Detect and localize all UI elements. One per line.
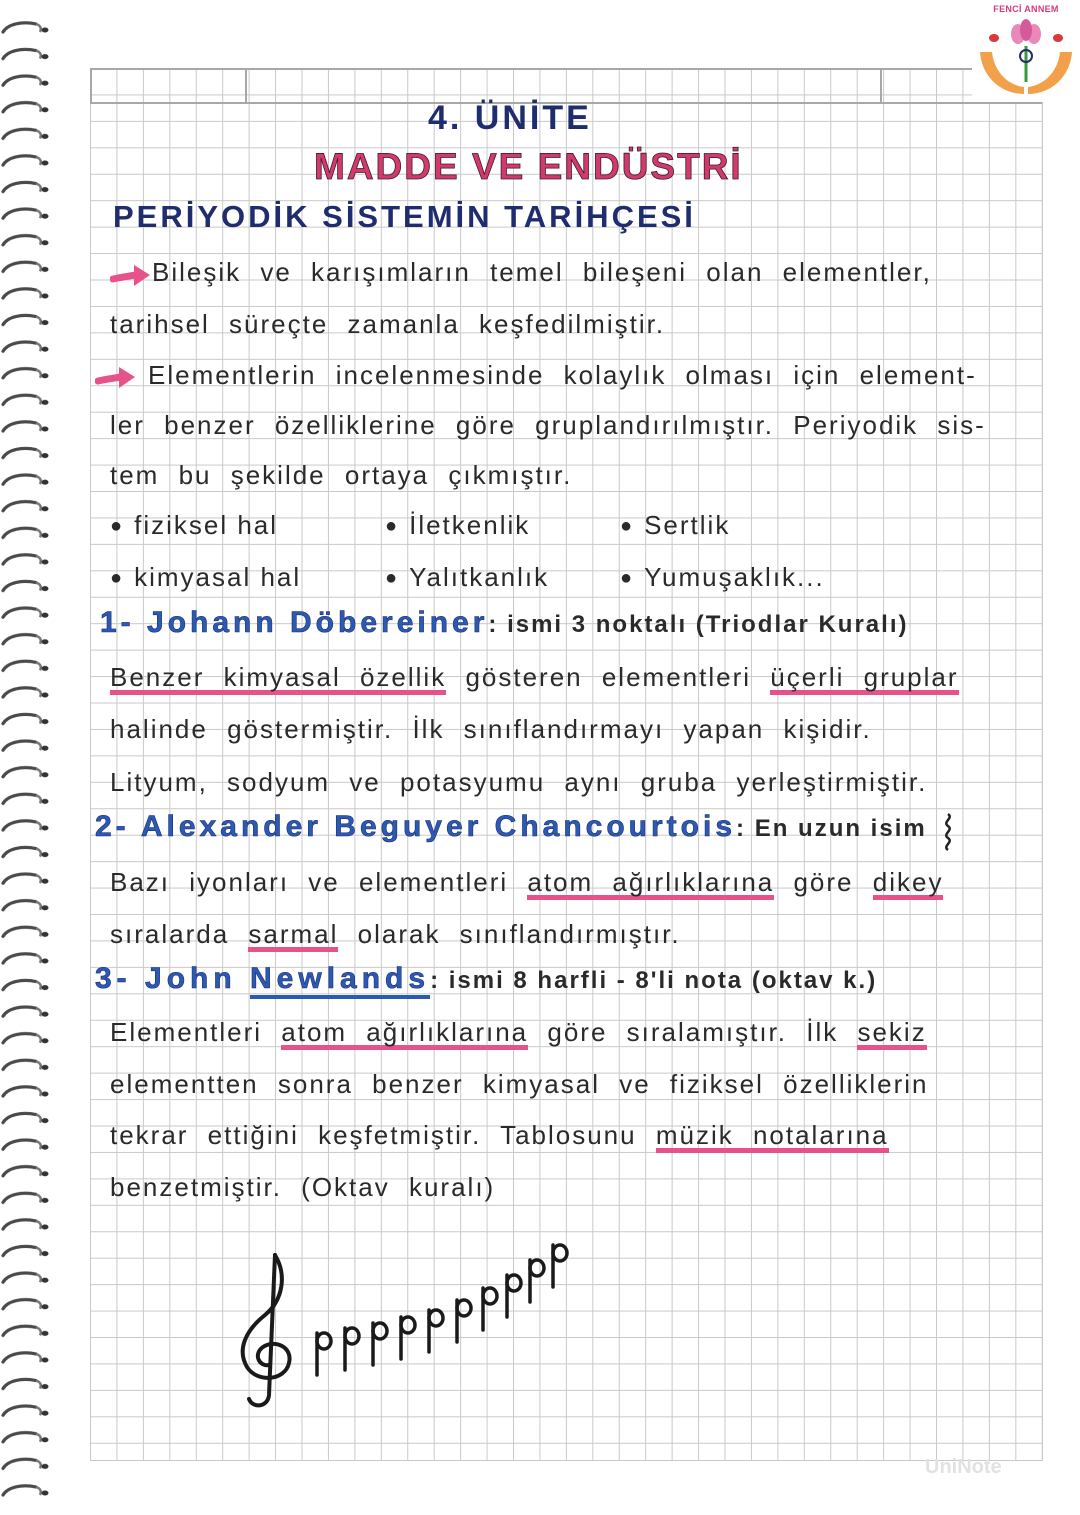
brand-name: FENCİ ANNEM: [993, 4, 1059, 14]
text-segment: göre: [774, 867, 873, 897]
scientist-name-prefix: 3- John: [95, 962, 251, 995]
music-note-icon: [429, 1310, 443, 1352]
text-segment: sıralarda: [110, 919, 249, 949]
property-item: ● kimyasal hal: [110, 560, 301, 595]
music-note-icon: [401, 1317, 415, 1359]
property-item: ● İletkenlik: [385, 508, 530, 543]
music-note-icon: [507, 1275, 521, 1317]
brand-logo: [972, 0, 1080, 102]
highlighted-term: üçerli gruplar: [770, 662, 958, 695]
text-segment: gösteren elementleri: [446, 662, 771, 692]
scientist-name: Newlands: [250, 962, 430, 999]
highlighted-term: Benzer kimyasal özellik: [110, 662, 446, 695]
body-line: [110, 765, 927, 799]
text-segment: elementten sonra benzer kimyasal ve fiziksel özelliklerin: [110, 1069, 929, 1099]
scientist-note: : ismi 3 noktalı (Triodlar Kuralı): [488, 611, 909, 638]
body-line: [110, 1170, 495, 1204]
header-divider: [880, 70, 882, 102]
music-note-icon: [345, 1328, 359, 1370]
body-line: [110, 660, 959, 694]
section-title: PERİYODİK SİSTEMİN TARİHÇESİ: [113, 199, 696, 234]
text-segment: benzetmiştir. (Oktav kuralı): [110, 1172, 496, 1202]
body-line: [110, 1118, 889, 1152]
text-segment: Elementleri: [110, 1017, 282, 1047]
music-note-icon: [530, 1260, 544, 1302]
property-item: ● Yalıtkanlık: [385, 560, 549, 595]
page-title: MADDE VE ENDÜSTRİ: [314, 146, 743, 187]
body-line: [110, 917, 681, 951]
watermark: UniNote: [925, 1456, 1002, 1478]
body-line: [110, 712, 872, 746]
treble-clef-icon: [243, 1255, 290, 1405]
scientist-heading: [95, 962, 877, 1004]
text-segment: Bazı iyonları ve elementleri: [110, 867, 528, 897]
intro-line: tem bu şekilde ortaya çıkmıştır.: [110, 460, 573, 490]
text-segment: Lityum, sodyum ve potasyumu aynı gruba yerleştirmiştir.: [110, 767, 928, 797]
music-note-icon: [317, 1333, 331, 1375]
body-line: [110, 1067, 929, 1101]
music-note-icon: [553, 1245, 567, 1287]
property-item: ● Sertlik: [620, 508, 730, 543]
hands-flower-icon: [972, 12, 1080, 100]
scientist-note: : En uzun isim: [736, 815, 927, 842]
body-line: [110, 865, 943, 899]
intro-line: Elementlerin incelenmesinde kolaylık olması için element-: [148, 360, 977, 390]
arrow-right-icon: [95, 364, 137, 392]
highlighted-term: dikey: [873, 867, 944, 900]
arrow-right-icon: [110, 262, 152, 290]
text-segment: olarak sınıflandırmıştır.: [338, 919, 681, 949]
highlighted-term: sarmal: [248, 919, 338, 952]
intro-line: Bileşik ve karışımların temel bileşeni olan elementler,: [152, 257, 932, 287]
header-divider: [245, 70, 247, 102]
scientist-note: : ismi 8 harfli - 8'li nota (oktav k.): [430, 967, 878, 994]
music-note-icon: [373, 1323, 387, 1365]
music-doodle: [225, 1215, 585, 1410]
property-item: ● Yumuşaklık...: [620, 560, 825, 595]
property-item: ● fiziksel hal: [110, 508, 278, 543]
text-segment: tekrar ettiğini keşfetmiştir. Tablosunu: [110, 1120, 656, 1150]
unit-label: 4. ÜNİTE: [428, 99, 592, 137]
intro-line: tarihsel süreçte zamanla keşfedilmiştir.: [110, 309, 666, 339]
highlighted-term: atom ağırlıklarına: [281, 1017, 528, 1050]
squiggle-mark-icon: [941, 812, 955, 852]
highlighted-term: atom ağırlıklarına: [527, 867, 774, 900]
spiral-binding: [0, 18, 62, 1498]
music-note-icon: [483, 1288, 497, 1330]
highlighted-term: müzik notalarına: [656, 1120, 889, 1153]
scientist-heading: [95, 810, 955, 852]
scientist-name: 2- Alexander Beguyer Chancourtois: [95, 810, 737, 843]
text-segment: göre sıralamıştır. İlk: [528, 1017, 858, 1047]
highlighted-term: sekiz: [857, 1017, 926, 1050]
body-line: [110, 1015, 927, 1049]
text-segment: halinde göstermiştir. İlk sınıflandırmayı yapan kişidir.: [110, 714, 872, 744]
intro-line: ler benzer özelliklerine göre gruplandırılmıştır. Periyodik sis-: [110, 410, 986, 440]
music-note-icon: [457, 1300, 471, 1342]
scientist-name: 1- Johann Döbereiner: [100, 606, 489, 639]
scientist-heading: [100, 606, 908, 648]
